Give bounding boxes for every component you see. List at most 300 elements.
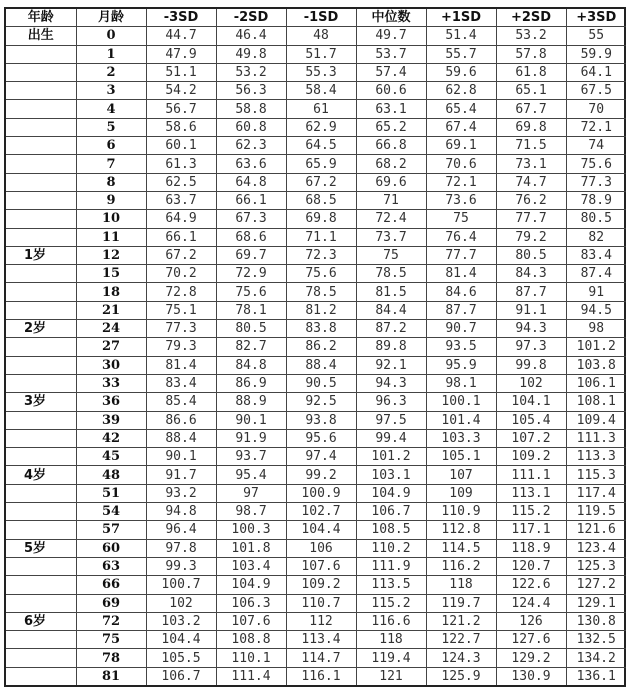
minus-2sd-cell: 110.1 — [216, 649, 286, 667]
table-row — [6, 557, 626, 575]
table-row — [6, 667, 626, 685]
plus-3sd-cell: 70 — [566, 100, 626, 118]
minus-3sd-cell: 66.1 — [146, 228, 216, 246]
plus-3sd-cell: 123.4 — [566, 539, 626, 557]
month-cell: 3 — [76, 82, 146, 100]
plus-2sd-cell: 53.2 — [496, 27, 566, 45]
table-row — [6, 338, 626, 356]
age-label-cell — [6, 265, 76, 283]
table-row — [6, 82, 626, 100]
median-cell: 116.6 — [356, 612, 426, 630]
plus-2sd-cell: 127.6 — [496, 631, 566, 649]
table-row — [6, 137, 626, 155]
plus-1sd-cell: 69.1 — [426, 137, 496, 155]
plus-2sd-cell: 99.8 — [496, 356, 566, 374]
growth-standard-table-container — [4, 7, 626, 687]
month-cell: 66 — [76, 576, 146, 594]
minus-1sd-cell: 72.3 — [286, 246, 356, 264]
minus-1sd-cell: 64.5 — [286, 137, 356, 155]
plus-3sd-cell: 129.1 — [566, 594, 626, 612]
table-row — [6, 45, 626, 63]
plus-1sd-cell: 51.4 — [426, 27, 496, 45]
month-cell: 11 — [76, 228, 146, 246]
plus-2sd-cell: 115.2 — [496, 503, 566, 521]
minus-3sd-cell: 106.7 — [146, 667, 216, 685]
month-cell: 9 — [76, 191, 146, 209]
minus-3sd-cell: 104.4 — [146, 631, 216, 649]
plus-2sd-cell: 122.6 — [496, 576, 566, 594]
month-cell: 2 — [76, 63, 146, 81]
median-cell: 49.7 — [356, 27, 426, 45]
median-cell: 119.4 — [356, 649, 426, 667]
minus-3sd-cell: 85.4 — [146, 393, 216, 411]
plus-2sd-cell: 113.1 — [496, 484, 566, 502]
minus-3sd-cell: 70.2 — [146, 265, 216, 283]
minus-1sd-cell: 93.8 — [286, 411, 356, 429]
month-cell: 75 — [76, 631, 146, 649]
minus-3sd-cell: 83.4 — [146, 374, 216, 392]
plus-1sd-cell: 98.1 — [426, 374, 496, 392]
minus-1sd-cell: 106 — [286, 539, 356, 557]
minus-3sd-cell: 61.3 — [146, 155, 216, 173]
plus-3sd-cell: 98 — [566, 320, 626, 338]
plus-1sd-cell: 101.4 — [426, 411, 496, 429]
minus-3sd-cell: 88.4 — [146, 429, 216, 447]
plus-3sd-cell: 109.4 — [566, 411, 626, 429]
minus-2sd-cell: 97 — [216, 484, 286, 502]
month-cell: 57 — [76, 521, 146, 539]
plus-1sd-cell: 114.5 — [426, 539, 496, 557]
age-label-cell: 1岁 — [6, 246, 76, 264]
age-label-cell: 5岁 — [6, 539, 76, 557]
plus-1sd-cell: 112.8 — [426, 521, 496, 539]
plus-1sd-cell: 105.1 — [426, 448, 496, 466]
plus-3sd-cell: 67.5 — [566, 82, 626, 100]
minus-1sd-cell: 102.7 — [286, 503, 356, 521]
plus-3sd-cell: 125.3 — [566, 557, 626, 575]
table-row — [6, 521, 626, 539]
minus-1sd-cell: 109.2 — [286, 576, 356, 594]
table-row — [6, 265, 626, 283]
minus-1sd-cell: 78.5 — [286, 283, 356, 301]
plus-3sd-cell: 77.3 — [566, 173, 626, 191]
minus-3sd-cell: 96.4 — [146, 521, 216, 539]
minus-2sd-cell: 103.4 — [216, 557, 286, 575]
minus-3sd-cell: 94.8 — [146, 503, 216, 521]
plus-3sd-cell: 130.8 — [566, 612, 626, 630]
median-cell: 113.5 — [356, 576, 426, 594]
minus-2sd-cell: 66.1 — [216, 191, 286, 209]
plus-1sd-cell: 110.9 — [426, 503, 496, 521]
minus-1sd-cell: 83.8 — [286, 320, 356, 338]
plus-2sd-cell: 129.2 — [496, 649, 566, 667]
month-cell: 78 — [76, 649, 146, 667]
age-label-cell: 2岁 — [6, 320, 76, 338]
minus-1sd-cell: 69.8 — [286, 210, 356, 228]
header-minus-2sd: -2SD — [216, 9, 286, 27]
minus-1sd-cell: 68.5 — [286, 191, 356, 209]
median-cell: 115.2 — [356, 594, 426, 612]
minus-2sd-cell: 86.9 — [216, 374, 286, 392]
plus-3sd-cell: 106.1 — [566, 374, 626, 392]
plus-2sd-cell: 76.2 — [496, 191, 566, 209]
table-row — [6, 411, 626, 429]
median-cell: 73.7 — [356, 228, 426, 246]
month-cell: 4 — [76, 100, 146, 118]
header-plus-2sd: +2SD — [496, 9, 566, 27]
age-label-cell — [6, 228, 76, 246]
minus-2sd-cell: 91.9 — [216, 429, 286, 447]
month-cell: 69 — [76, 594, 146, 612]
minus-3sd-cell: 62.5 — [146, 173, 216, 191]
plus-1sd-cell: 119.7 — [426, 594, 496, 612]
plus-1sd-cell: 109 — [426, 484, 496, 502]
minus-2sd-cell: 95.4 — [216, 466, 286, 484]
median-cell: 63.1 — [356, 100, 426, 118]
header-minus-1sd: -1SD — [286, 9, 356, 27]
table-body — [6, 27, 626, 685]
plus-1sd-cell: 70.6 — [426, 155, 496, 173]
plus-1sd-cell: 93.5 — [426, 338, 496, 356]
minus-2sd-cell: 64.8 — [216, 173, 286, 191]
plus-3sd-cell: 83.4 — [566, 246, 626, 264]
plus-2sd-cell: 71.5 — [496, 137, 566, 155]
plus-1sd-cell: 124.3 — [426, 649, 496, 667]
minus-1sd-cell: 92.5 — [286, 393, 356, 411]
minus-1sd-cell: 88.4 — [286, 356, 356, 374]
month-cell: 39 — [76, 411, 146, 429]
month-cell: 45 — [76, 448, 146, 466]
plus-1sd-cell: 62.8 — [426, 82, 496, 100]
plus-2sd-cell: 91.1 — [496, 301, 566, 319]
header-age: 年龄 — [6, 9, 76, 27]
median-cell: 118 — [356, 631, 426, 649]
median-cell: 104.9 — [356, 484, 426, 502]
minus-1sd-cell: 90.5 — [286, 374, 356, 392]
median-cell: 108.5 — [356, 521, 426, 539]
minus-1sd-cell: 112 — [286, 612, 356, 630]
plus-2sd-cell: 126 — [496, 612, 566, 630]
minus-3sd-cell: 47.9 — [146, 45, 216, 63]
minus-1sd-cell: 58.4 — [286, 82, 356, 100]
plus-3sd-cell: 134.2 — [566, 649, 626, 667]
plus-1sd-cell: 59.6 — [426, 63, 496, 81]
month-cell: 1 — [76, 45, 146, 63]
month-cell: 42 — [76, 429, 146, 447]
plus-2sd-cell: 118.9 — [496, 539, 566, 557]
plus-2sd-cell: 97.3 — [496, 338, 566, 356]
minus-2sd-cell: 75.6 — [216, 283, 286, 301]
minus-2sd-cell: 82.7 — [216, 338, 286, 356]
header-plus-1sd: +1SD — [426, 9, 496, 27]
plus-3sd-cell: 103.8 — [566, 356, 626, 374]
minus-1sd-cell: 116.1 — [286, 667, 356, 685]
minus-3sd-cell: 86.6 — [146, 411, 216, 429]
table-row — [6, 612, 626, 630]
table-row — [6, 155, 626, 173]
plus-2sd-cell: 67.7 — [496, 100, 566, 118]
plus-1sd-cell: 87.7 — [426, 301, 496, 319]
age-label-cell — [6, 100, 76, 118]
plus-2sd-cell: 120.7 — [496, 557, 566, 575]
median-cell: 72.4 — [356, 210, 426, 228]
age-label-cell: 出生 — [6, 27, 76, 45]
minus-1sd-cell: 100.9 — [286, 484, 356, 502]
minus-3sd-cell: 56.7 — [146, 100, 216, 118]
month-cell: 6 — [76, 137, 146, 155]
plus-2sd-cell: 109.2 — [496, 448, 566, 466]
median-cell: 111.9 — [356, 557, 426, 575]
plus-2sd-cell: 61.8 — [496, 63, 566, 81]
plus-3sd-cell: 87.4 — [566, 265, 626, 283]
plus-1sd-cell: 84.6 — [426, 283, 496, 301]
table-row — [6, 320, 626, 338]
minus-2sd-cell: 106.3 — [216, 594, 286, 612]
minus-2sd-cell: 68.6 — [216, 228, 286, 246]
table-row — [6, 228, 626, 246]
plus-2sd-cell: 87.7 — [496, 283, 566, 301]
plus-2sd-cell: 69.8 — [496, 118, 566, 136]
month-cell: 7 — [76, 155, 146, 173]
age-label-cell — [6, 503, 76, 521]
minus-2sd-cell: 80.5 — [216, 320, 286, 338]
header-row — [6, 9, 626, 27]
plus-3sd-cell: 117.4 — [566, 484, 626, 502]
minus-1sd-cell: 71.1 — [286, 228, 356, 246]
plus-2sd-cell: 79.2 — [496, 228, 566, 246]
age-label-cell — [6, 484, 76, 502]
minus-1sd-cell: 48 — [286, 27, 356, 45]
table-row — [6, 429, 626, 447]
minus-3sd-cell: 102 — [146, 594, 216, 612]
minus-1sd-cell: 113.4 — [286, 631, 356, 649]
minus-2sd-cell: 46.4 — [216, 27, 286, 45]
minus-2sd-cell: 98.7 — [216, 503, 286, 521]
plus-2sd-cell: 130.9 — [496, 667, 566, 685]
table-row — [6, 393, 626, 411]
plus-2sd-cell: 104.1 — [496, 393, 566, 411]
minus-2sd-cell: 49.8 — [216, 45, 286, 63]
age-label-cell — [6, 82, 76, 100]
month-cell: 36 — [76, 393, 146, 411]
minus-3sd-cell: 58.6 — [146, 118, 216, 136]
age-label-cell — [6, 374, 76, 392]
minus-1sd-cell: 62.9 — [286, 118, 356, 136]
plus-3sd-cell: 121.6 — [566, 521, 626, 539]
plus-3sd-cell: 82 — [566, 228, 626, 246]
month-cell: 12 — [76, 246, 146, 264]
plus-2sd-cell: 77.7 — [496, 210, 566, 228]
plus-3sd-cell: 94.5 — [566, 301, 626, 319]
month-cell: 5 — [76, 118, 146, 136]
minus-3sd-cell: 91.7 — [146, 466, 216, 484]
age-label-cell — [6, 45, 76, 63]
median-cell: 106.7 — [356, 503, 426, 521]
plus-2sd-cell: 124.4 — [496, 594, 566, 612]
month-cell: 27 — [76, 338, 146, 356]
minus-2sd-cell: 93.7 — [216, 448, 286, 466]
minus-3sd-cell: 64.9 — [146, 210, 216, 228]
plus-1sd-cell: 67.4 — [426, 118, 496, 136]
plus-1sd-cell: 121.2 — [426, 612, 496, 630]
table-row — [6, 118, 626, 136]
plus-1sd-cell: 122.7 — [426, 631, 496, 649]
table-row — [6, 484, 626, 502]
table-row — [6, 210, 626, 228]
median-cell: 101.2 — [356, 448, 426, 466]
month-cell: 81 — [76, 667, 146, 685]
plus-1sd-cell: 125.9 — [426, 667, 496, 685]
table-row — [6, 191, 626, 209]
age-label-cell — [6, 191, 76, 209]
plus-3sd-cell: 132.5 — [566, 631, 626, 649]
age-label-cell — [6, 448, 76, 466]
table-row — [6, 503, 626, 521]
plus-1sd-cell: 118 — [426, 576, 496, 594]
age-label-cell: 3岁 — [6, 393, 76, 411]
plus-1sd-cell: 95.9 — [426, 356, 496, 374]
plus-3sd-cell: 136.1 — [566, 667, 626, 685]
minus-3sd-cell: 54.2 — [146, 82, 216, 100]
minus-3sd-cell: 97.8 — [146, 539, 216, 557]
month-cell: 54 — [76, 503, 146, 521]
month-cell: 24 — [76, 320, 146, 338]
table-row — [6, 100, 626, 118]
median-cell: 65.2 — [356, 118, 426, 136]
minus-3sd-cell: 103.2 — [146, 612, 216, 630]
plus-1sd-cell: 100.1 — [426, 393, 496, 411]
plus-3sd-cell: 72.1 — [566, 118, 626, 136]
median-cell: 75 — [356, 246, 426, 264]
minus-1sd-cell: 107.6 — [286, 557, 356, 575]
plus-2sd-cell: 105.4 — [496, 411, 566, 429]
table-row — [6, 539, 626, 557]
minus-3sd-cell: 105.5 — [146, 649, 216, 667]
table-row — [6, 448, 626, 466]
month-cell: 60 — [76, 539, 146, 557]
table-row — [6, 356, 626, 374]
minus-2sd-cell: 72.9 — [216, 265, 286, 283]
plus-2sd-cell: 84.3 — [496, 265, 566, 283]
plus-1sd-cell: 90.7 — [426, 320, 496, 338]
age-label-cell — [6, 173, 76, 191]
plus-2sd-cell: 74.7 — [496, 173, 566, 191]
plus-1sd-cell: 65.4 — [426, 100, 496, 118]
month-cell: 21 — [76, 301, 146, 319]
header-plus-3sd: +3SD — [566, 9, 626, 27]
plus-2sd-cell: 117.1 — [496, 521, 566, 539]
minus-3sd-cell: 75.1 — [146, 301, 216, 319]
median-cell: 53.7 — [356, 45, 426, 63]
minus-2sd-cell: 63.6 — [216, 155, 286, 173]
table-row — [6, 631, 626, 649]
table-row — [6, 594, 626, 612]
growth-standard-table — [6, 9, 626, 685]
age-label-cell — [6, 63, 76, 81]
age-label-cell — [6, 137, 76, 155]
minus-3sd-cell: 67.2 — [146, 246, 216, 264]
plus-2sd-cell: 73.1 — [496, 155, 566, 173]
plus-3sd-cell: 59.9 — [566, 45, 626, 63]
plus-3sd-cell: 55 — [566, 27, 626, 45]
median-cell: 71 — [356, 191, 426, 209]
median-cell: 68.2 — [356, 155, 426, 173]
table-row — [6, 173, 626, 191]
minus-1sd-cell: 67.2 — [286, 173, 356, 191]
minus-1sd-cell: 99.2 — [286, 466, 356, 484]
month-cell: 51 — [76, 484, 146, 502]
median-cell: 57.4 — [356, 63, 426, 81]
table-row — [6, 649, 626, 667]
month-cell: 63 — [76, 557, 146, 575]
age-label-cell — [6, 649, 76, 667]
median-cell: 121 — [356, 667, 426, 685]
table-row — [6, 63, 626, 81]
minus-3sd-cell: 93.2 — [146, 484, 216, 502]
plus-2sd-cell: 65.1 — [496, 82, 566, 100]
minus-2sd-cell: 69.7 — [216, 246, 286, 264]
age-label-cell — [6, 118, 76, 136]
minus-3sd-cell: 60.1 — [146, 137, 216, 155]
minus-2sd-cell: 67.3 — [216, 210, 286, 228]
plus-1sd-cell: 76.4 — [426, 228, 496, 246]
age-label-cell — [6, 667, 76, 685]
minus-3sd-cell: 51.1 — [146, 63, 216, 81]
plus-2sd-cell: 80.5 — [496, 246, 566, 264]
minus-1sd-cell: 110.7 — [286, 594, 356, 612]
plus-1sd-cell: 75 — [426, 210, 496, 228]
plus-3sd-cell: 108.1 — [566, 393, 626, 411]
plus-3sd-cell: 101.2 — [566, 338, 626, 356]
plus-1sd-cell: 55.7 — [426, 45, 496, 63]
month-cell: 30 — [76, 356, 146, 374]
plus-3sd-cell: 111.3 — [566, 429, 626, 447]
plus-2sd-cell: 107.2 — [496, 429, 566, 447]
plus-1sd-cell: 73.6 — [426, 191, 496, 209]
plus-2sd-cell: 111.1 — [496, 466, 566, 484]
minus-2sd-cell: 60.8 — [216, 118, 286, 136]
age-label-cell: 4岁 — [6, 466, 76, 484]
minus-2sd-cell: 58.8 — [216, 100, 286, 118]
age-label-cell — [6, 155, 76, 173]
month-cell: 48 — [76, 466, 146, 484]
minus-2sd-cell: 100.3 — [216, 521, 286, 539]
minus-1sd-cell: 95.6 — [286, 429, 356, 447]
minus-1sd-cell: 104.4 — [286, 521, 356, 539]
age-label-cell: 6岁 — [6, 612, 76, 630]
minus-1sd-cell: 86.2 — [286, 338, 356, 356]
month-cell: 15 — [76, 265, 146, 283]
minus-1sd-cell: 51.7 — [286, 45, 356, 63]
age-label-cell — [6, 594, 76, 612]
minus-1sd-cell: 65.9 — [286, 155, 356, 173]
age-label-cell — [6, 576, 76, 594]
plus-3sd-cell: 74 — [566, 137, 626, 155]
minus-2sd-cell: 84.8 — [216, 356, 286, 374]
minus-2sd-cell: 78.1 — [216, 301, 286, 319]
plus-3sd-cell: 113.3 — [566, 448, 626, 466]
minus-2sd-cell: 90.1 — [216, 411, 286, 429]
table-row — [6, 301, 626, 319]
plus-2sd-cell: 94.3 — [496, 320, 566, 338]
median-cell: 97.5 — [356, 411, 426, 429]
minus-2sd-cell: 53.2 — [216, 63, 286, 81]
month-cell: 72 — [76, 612, 146, 630]
median-cell: 66.8 — [356, 137, 426, 155]
plus-1sd-cell: 72.1 — [426, 173, 496, 191]
median-cell: 69.6 — [356, 173, 426, 191]
age-label-cell — [6, 283, 76, 301]
